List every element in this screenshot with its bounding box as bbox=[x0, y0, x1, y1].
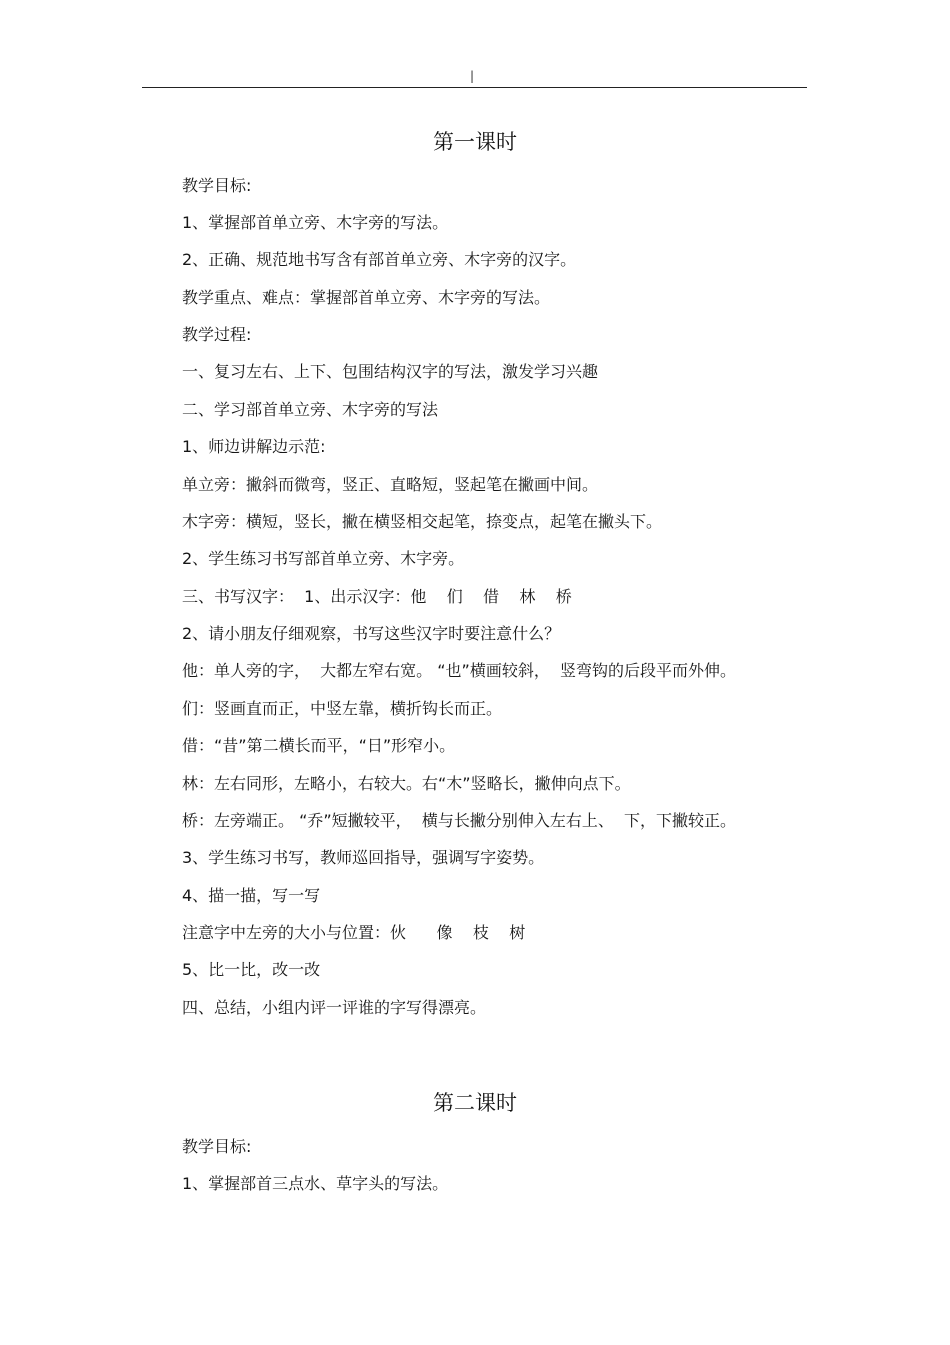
lesson2-line: 1、掌握部首三点水、草字头的写法。 bbox=[182, 1174, 449, 1193]
lesson1-line: 二、学习部首单立旁、木字旁的写法 bbox=[182, 400, 439, 419]
lesson1-title: 第一课时 bbox=[433, 130, 517, 154]
lesson1-line: 教学过程: bbox=[182, 325, 252, 344]
lesson1-line: 1、掌握部首单立旁、木字旁的写法。 bbox=[182, 213, 449, 232]
lesson1-line: 1、师边讲解边示范: bbox=[182, 437, 326, 456]
lesson2-line: 教学目标: bbox=[182, 1137, 252, 1156]
lesson1-line: 借：“昔”第二横长而平，“日”形窄小。 bbox=[182, 736, 456, 755]
lesson1-line: 2、请小朋友仔细观察，书写这些汉字时要注意什么？ bbox=[182, 624, 561, 643]
lesson1-line: 注意字中左旁的大小与位置：伙 像 枝 树 bbox=[182, 923, 526, 942]
lesson1-line: 林：左右同形，左略小，右较大。右“木”竖略长，撇伸向点下。 bbox=[182, 774, 631, 793]
lesson1-line: 2、正确、规范地书写含有部首单立旁、木字旁的汉字。 bbox=[182, 250, 577, 269]
lesson1-line: 2、学生练习书写部首单立旁、木字旁。 bbox=[182, 549, 465, 568]
lesson1-line: 单立旁：撇斜而微弯，竖正、直略短，竖起笔在撇画中间。 bbox=[182, 475, 599, 494]
lesson1-line: 四、总结，小组内评一评谁的字写得漂亮。 bbox=[182, 998, 487, 1017]
lesson1-line: 他：单人旁的字， 大都左窄右宽。 “也”横画较斜， 竖弯钩的后段平而外伸。 bbox=[182, 661, 737, 680]
lesson1-line: 桥：左旁端正。 “乔”短撇较平， 横与长撇分别伸入左右上、 下，下撇较正。 bbox=[182, 811, 737, 830]
header-rule bbox=[142, 87, 807, 88]
lesson1-line: 3、学生练习书写，教师巡回指导，强调写字姿势。 bbox=[182, 848, 545, 867]
lesson1-line: 5、比一比，改一改 bbox=[182, 960, 321, 979]
lesson1-line: 教学重点、难点：掌握部首单立旁、木字旁的写法。 bbox=[182, 288, 551, 307]
header-mark: | bbox=[470, 69, 475, 83]
lesson1-line: 三、书写汉字： 1、出示汉字：他 们 借 林 桥 bbox=[182, 587, 572, 606]
lesson1-line: 一、复习左右、上下、包围结构汉字的写法，激发学习兴趣 bbox=[182, 362, 599, 381]
lesson1-line: 4、描一描，写一写 bbox=[182, 886, 321, 905]
lesson1-line: 们：竖画直而正，中竖左靠，横折钩长而正。 bbox=[182, 699, 503, 718]
lesson2-title: 第二课时 bbox=[433, 1091, 517, 1115]
lesson1-line: 教学目标: bbox=[182, 176, 252, 195]
lesson1-line: 木字旁：横短，竖长，撇在横竖相交起笔，捺变点，起笔在撇头下。 bbox=[182, 512, 663, 531]
